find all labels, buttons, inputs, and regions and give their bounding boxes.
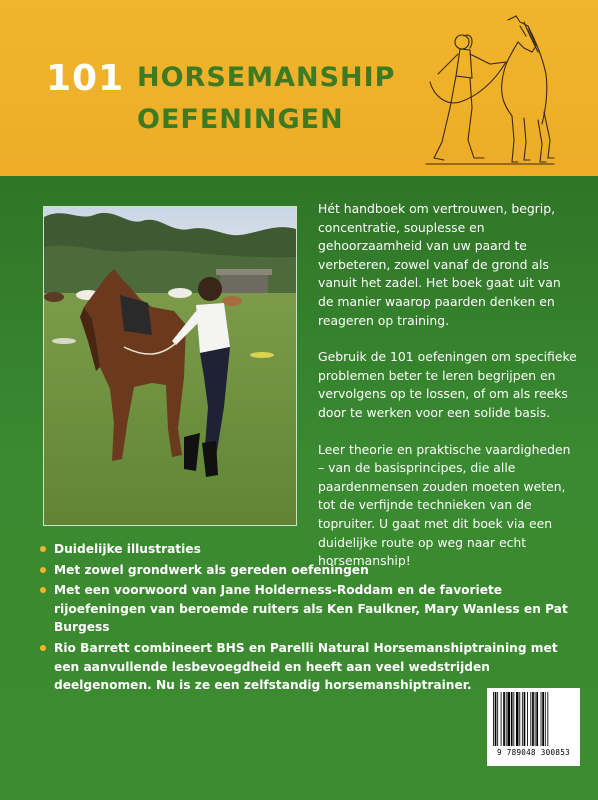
bullet-dot-icon: [40, 567, 46, 573]
intro-paragraph-1: Hét handboek om vertrouwen, begrip, concentratie, souplesse en gehoorzaamheid van uw paard te verbeteren, zowel vanaf de grond als vanuit het zadel. Het boek gaat uit van de manier waarop paarden denken en reageren op training.: [318, 201, 561, 328]
barcode-bar: [547, 692, 548, 746]
barcode-bar: [495, 692, 497, 746]
barcode-bar: [516, 692, 519, 746]
barcode-bar: [530, 692, 531, 746]
barcode-bar: [493, 692, 494, 746]
bullet-dot-icon: [40, 587, 46, 593]
bullet-dot-icon: [40, 546, 46, 552]
barcode-bar: [503, 692, 505, 746]
barcode-bar: [501, 692, 502, 746]
feature-list: [40, 540, 580, 697]
feature-item: Rio Barrett combineert BHS en Parelli Natural Horsemanshiptraining met een aanvullende lesbevoegdheid en heeft aan veel wedstrijden deelgenomen. Nu is ze een zelfstandig horsemanshiptrainer.: [40, 639, 580, 695]
horse-training-photo: [43, 206, 297, 526]
barcode-bar: [532, 692, 534, 746]
cover-header: [0, 0, 598, 176]
barcode-bar: [541, 692, 542, 746]
barcode-bar: [519, 692, 520, 746]
barcode: [487, 688, 580, 766]
barcode-bar: [535, 692, 536, 746]
horse-and-handler-sketch: [420, 12, 560, 172]
barcode-bar: [506, 692, 507, 746]
feature-item: Met zowel grondwerk als gereden oefeningen: [40, 561, 580, 580]
barcode-bars: [493, 692, 574, 746]
intro-paragraph-2: Gebruik de 101 oefeningen om specifieke problemen beter te leren begrijpen en vervolgens op te lossen, of om als reeks door te werken voor een solide basis.: [318, 349, 577, 420]
title-number: 101: [46, 58, 125, 99]
intro-text: [318, 200, 580, 589]
barcode-bar: [513, 692, 514, 746]
barcode-bar: [522, 692, 523, 746]
barcode-bar: [536, 692, 538, 746]
bullet-dot-icon: [40, 645, 46, 651]
barcode-bar: [511, 692, 513, 746]
title-line-1: HORSEMANSHIP: [137, 62, 396, 93]
barcode-bar: [497, 692, 498, 746]
barcode-bar: [524, 692, 526, 746]
title-line-2: OEFENINGEN: [137, 104, 344, 135]
feature-item: Duidelijke illustraties: [40, 540, 580, 559]
barcode-bar: [507, 692, 510, 746]
intro-paragraph-3: Leer theorie en praktische vaardigheden – van de basisprincipes, die alle paardenmensen zouden moeten weten, tot de verfijnde technieken van de topruiter. U gaat met dit boek via een duidelijke route op weg naar echt horsemanship!: [318, 441, 571, 569]
feature-item: Met een voorwoord van Jane Holderness-Roddam en de favoriete rijoefeningen van beroemde ruiters als Ken Faulkner, Mary Wanless en Pat Burgess: [40, 581, 580, 637]
isbn-number: 9 789048 300853: [496, 748, 571, 757]
barcode-bar: [542, 692, 544, 746]
barcode-bar: [527, 692, 528, 746]
barcode-bar: [545, 692, 546, 746]
